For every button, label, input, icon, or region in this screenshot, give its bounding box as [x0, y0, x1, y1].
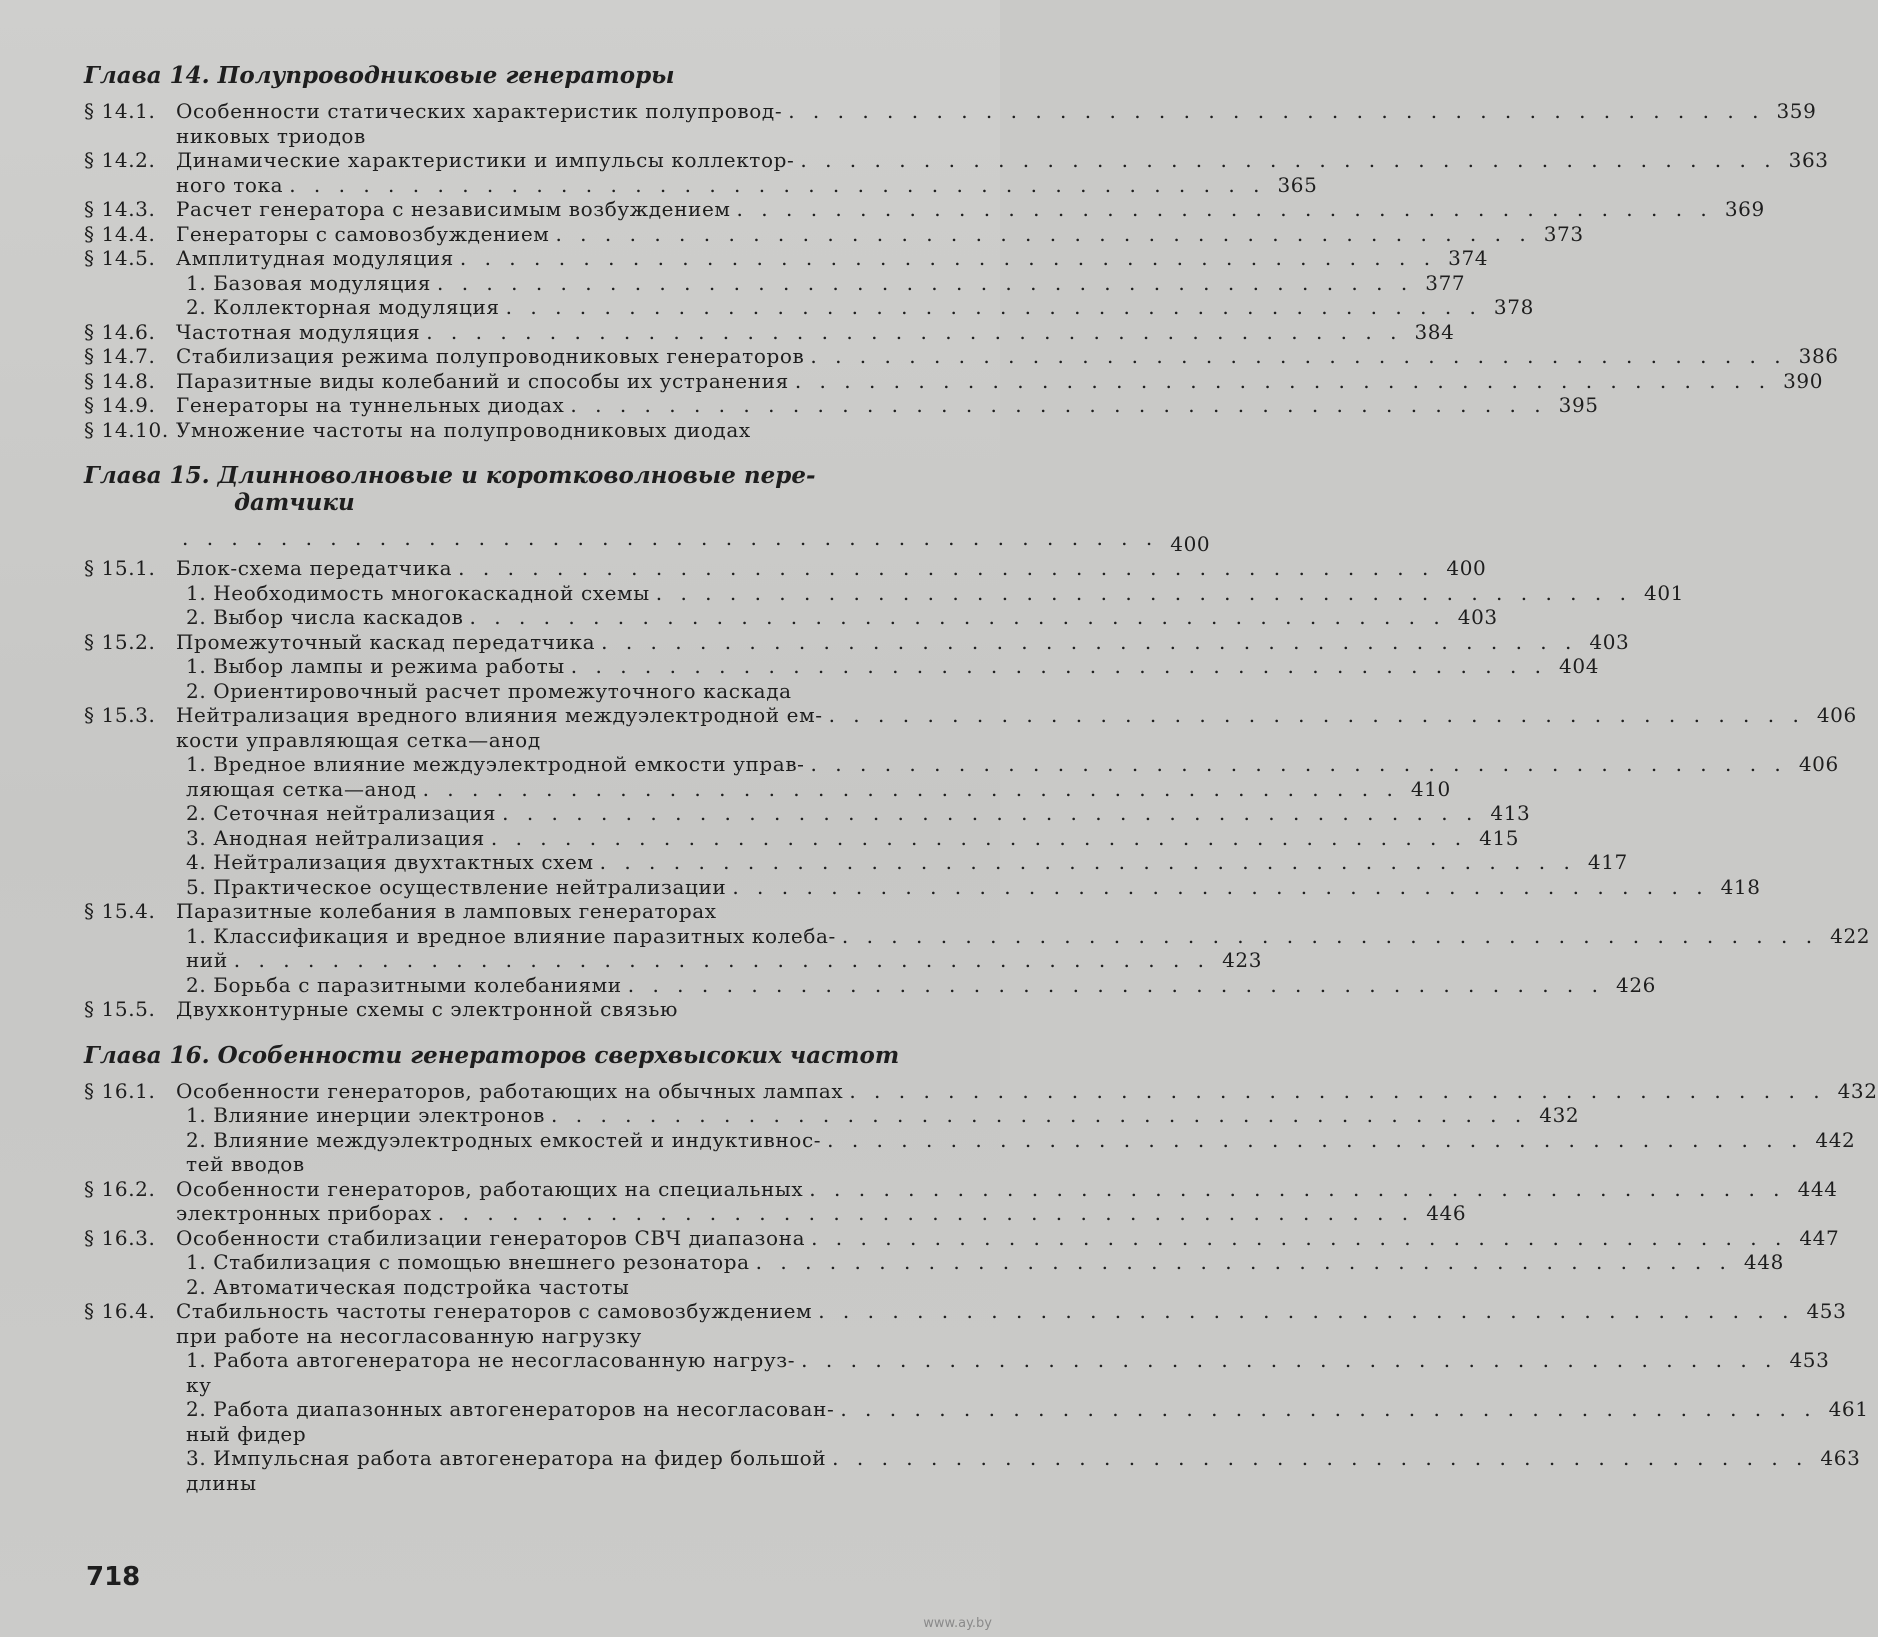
dot-leader: . . . . . . . . . . . . . . . . . . . . . . . . . . . . . . . . . . . . . . . .	[800, 148, 1777, 172]
toc-entry	[84, 923, 1871, 949]
section-number: § 15.4.	[84, 899, 156, 923]
entry-page-number: 374	[1448, 246, 1489, 270]
toc-entry	[84, 197, 1765, 222]
section-number: § 14.7.	[84, 344, 156, 368]
dot-leader	[792, 679, 872, 704]
entry-page-number: 448	[1743, 1250, 1784, 1274]
toc-entry	[84, 124, 924, 149]
entry-title: никовых триодов	[176, 123, 366, 148]
toc-entry	[84, 899, 924, 924]
toc-entry	[84, 1103, 1580, 1128]
dot-leader	[717, 899, 872, 924]
dot-leader	[257, 1471, 872, 1496]
chapter-15	[84, 462, 1871, 1022]
dot-leader: . . . . . . . . . . . . . . . . . . . . . . . . . . . . . . . . . . . . . . . .	[627, 972, 1604, 997]
entry-title: электронных приборах	[176, 1201, 432, 1225]
entry-page-number: 363	[1788, 148, 1829, 172]
entry-page-number: 413	[1490, 801, 1531, 825]
entry-title: ку	[186, 1372, 212, 1397]
toc-entry	[84, 874, 1761, 900]
section-number: § 15.2.	[84, 629, 156, 654]
dot-leader: . . . . . . . . . . . . . . . . . . . . . . . . . . . . . . . . . . . . . . . .	[755, 1250, 1732, 1274]
entry-page-number: 369	[1724, 197, 1765, 221]
dot-leader: . . . . . . . . . . . . . . . . . . . . . . . . . . . . . . . . . . . . . . . .	[551, 1103, 1528, 1127]
dot-leader: . . . . . . . . . . . . . . . . . . . . . . . . . . . . . . . . . . . . . . . .	[827, 1127, 1804, 1152]
dot-leader	[541, 728, 872, 753]
entry-title: Особенности генераторов, работающих на специальных	[176, 1176, 804, 1201]
entry-title: Нейтрализация вредного влияния междуэлектродной ем-	[176, 703, 823, 727]
entry-page-number: 406	[1798, 752, 1839, 776]
entry-title: Умножение частоты на полупроводниковых диодах	[176, 417, 751, 442]
entry-title: Паразитные колебания в ламповых генераторах	[176, 899, 717, 923]
entry-title: Паразитные виды колебаний и способы их устранения	[176, 368, 789, 393]
dot-leader: . . . . . . . . . . . . . . . . . . . . . . . . . . . . . . . . . . . . . . . .	[828, 703, 1805, 727]
toc-entry	[84, 776, 1451, 802]
toc-entry	[84, 418, 924, 443]
entry-title: Амплитудная модуляция	[176, 246, 454, 270]
toc-entry	[84, 850, 1628, 875]
entry-title: 3. Анодная нейтрализация	[186, 825, 485, 850]
entry-page-number: 415	[1479, 825, 1520, 850]
dot-leader: . . . . . . . . . . . . . . . . . . . . . . . . . . . . . . . . . . . . . . . .	[801, 1348, 1778, 1372]
entry-title: ный фидер	[186, 1421, 307, 1446]
dot-leader: . . . . . . . . . . . . . . . . . . . . . . . . . . . . . . . . . . . . . . . .	[437, 1201, 1415, 1225]
toc-entry	[84, 629, 1630, 655]
dot-leader: . . . . . . . . . . . . . . . . . . . . . . . . . . . . . . . . . . . . . . . .	[788, 99, 1765, 123]
entry-title: Промежуточный каскад передатчика	[176, 629, 596, 654]
dot-leader: . . . . . . . . . . . . . . . . . . . . . . . . . . . . . . . . . . . . . . . .	[426, 319, 1403, 344]
dot-leader: . . . . . . . . . . . . . . . . . . . . . . . . . . . . . . . . . . . . . . . .	[570, 654, 1548, 678]
dot-leader: . . . . . . . . . . . . . . . . . . . . . . . . . . . . . . . . . . . . . . . .	[810, 752, 1787, 776]
entry-title: длины	[186, 1470, 257, 1495]
toc-entry	[84, 1275, 924, 1300]
dot-leader: . . . . . . . . . . . . . . . . . . . . . . . . . . . . . . . . . . . . . . . .	[818, 1299, 1795, 1323]
toc-entry	[84, 703, 1857, 728]
entry-title: 1. Классификация и вредное влияние паразитных колеба-	[186, 923, 836, 948]
entry-page-number: 417	[1587, 850, 1628, 874]
toc-entry	[84, 1348, 1830, 1373]
entry-title: 2. Влияние междуэлектродных емкостей и индуктивнос-	[186, 1127, 822, 1152]
toc-entry	[84, 605, 1498, 630]
entry-title: Особенности статических характеристик полупровод-	[176, 99, 783, 123]
section-number: § 14.6.	[84, 319, 156, 344]
toc-entry	[84, 1373, 924, 1398]
chapter-title	[84, 462, 924, 516]
entry-page-number: 400	[1446, 556, 1487, 580]
toc-entry	[84, 368, 1824, 394]
dot-leader: . . . . . . . . . . . . . . . . . . . . . . . . . . . . . . . . . . . . . . . .	[849, 1078, 1826, 1103]
dot-leader: . . . . . . . . . . . . . . . . . . . . . . . . . . . . . . . . . . . . . . . .	[794, 368, 1772, 393]
toc-entry	[84, 1471, 924, 1496]
entry-title: Особенности стабилизации генераторов СВЧ диапазона	[176, 1225, 806, 1250]
toc-entry	[84, 1078, 1878, 1104]
dot-leader: . . . . . . . . . . . . . . . . . . . . . . . . . . . . . . . . . . . . . . . .	[811, 1225, 1788, 1250]
entry-title: 2. Автоматическая подстройка частоты	[186, 1274, 630, 1299]
dot-leader	[629, 1275, 872, 1300]
entry-page-number: 446	[1426, 1201, 1467, 1225]
section-number: § 16.1.	[84, 1078, 156, 1103]
section-number: § 14.9.	[84, 393, 156, 417]
dot-leader: . . . . . . . . . . . . . . . . . . . . . . . . . . . . . . . . . . . . . . . .	[832, 1446, 1809, 1470]
entry-title: 2. Борьба с паразитными колебаниями	[186, 972, 622, 997]
entry-title: 1. Вредное влияние междуэлектродной емкости управ-	[186, 752, 805, 776]
entry-title: 1. Влияние инерции электронов	[186, 1103, 546, 1127]
dot-leader: . . . . . . . . . . . . . . . . . . . . . . . . . . . . . . . . . . . . . . . .	[555, 221, 1532, 246]
entry-title: Расчет генератора с независимым возбуждением	[176, 197, 731, 221]
section-number: § 14.4.	[84, 221, 156, 246]
entry-page-number: 453	[1806, 1299, 1847, 1323]
section-number: § 16.3.	[84, 1225, 156, 1250]
toc-entry	[84, 1250, 1784, 1275]
toc-entry	[84, 172, 1318, 198]
entry-page-number: 463	[1820, 1446, 1861, 1470]
chapter-title	[84, 62, 924, 89]
section-number: § 14.8.	[84, 368, 156, 393]
entry-title: при работе на несогласованную нагрузку	[176, 1323, 642, 1348]
chapter-title-continuation: датчики	[234, 489, 355, 516]
entry-title: 1. Базовая модуляция	[186, 270, 431, 295]
entry-page-number: 444	[1797, 1176, 1838, 1201]
chapter-title-text: Глава 16. Особенности генераторов сверхвысоких частот	[84, 1041, 900, 1069]
dot-leader: . . . . . . . . . . . . . . . . . . . . . . . . . . . . . . . . . . . . . . . .	[809, 1176, 1786, 1201]
dot-leader: . . . . . . . . . . . . . . . . . . . . . . . . . . . . . . . . . . . . . . . .	[601, 629, 1578, 654]
page-number: 718	[86, 1562, 141, 1592]
toc-entry	[84, 1397, 1869, 1422]
toc-entry	[84, 1225, 1840, 1251]
entry-title: 1. Необходимость многокаскадной схемы	[186, 580, 650, 605]
dot-leader: . . . . . . . . . . . . . . . . . . . . . . . . . . . . . . . . . . . . . . . .	[810, 344, 1787, 368]
dot-leader: . . . . . . . . . . . . . . . . . . . . . . . . . . . . . . . . . . . . . . . .	[459, 246, 1437, 270]
toc-entry	[84, 825, 1520, 851]
entry-title: 2. Сеточная нейтрализация	[186, 801, 497, 825]
chapter-title-text: Глава 15. Длинноволновые и коротковолновые пере-	[84, 462, 816, 489]
entry-page-number: 404	[1559, 654, 1600, 678]
entry-title: ного тока	[176, 172, 284, 197]
section-number: § 16.2.	[84, 1176, 156, 1201]
dot-leader: . . . . . . . . . . . . . . . . . . . . . . . . . . . . . . . . . . . . . . . .	[840, 1397, 1817, 1421]
entry-title: Двухконтурные схемы с электронной связью	[176, 997, 679, 1021]
entry-page-number: 422	[1830, 923, 1871, 948]
toc-entry	[84, 1446, 1861, 1471]
entry-title: Стабильность частоты генераторов с самовозбуждением	[176, 1299, 813, 1323]
entry-title: 2. Ориентировочный расчет промежуточного каскада	[186, 678, 792, 703]
entry-title: Особенности генераторов, работающих на обычных лампах	[176, 1078, 844, 1103]
section-number: § 15.5.	[84, 997, 156, 1021]
watermark: www.ay.by	[923, 1616, 992, 1631]
dot-leader: . . . . . . . . . . . . . . . . . . . . . . . . . . . . . . . . . . . . . . . .	[599, 850, 1576, 874]
toc-entry	[84, 1201, 1467, 1226]
toc-entry	[84, 728, 924, 753]
toc-entry	[84, 1152, 924, 1177]
entry-title: кости управляющая сетка—анод	[176, 727, 541, 752]
toc-entry	[84, 221, 1584, 247]
entry-title: 1. Стабилизация с помощью внешнего резонатора	[186, 1250, 750, 1274]
dot-leader	[366, 124, 872, 149]
chapter-14	[84, 62, 1839, 442]
entry-page-number: 447	[1799, 1225, 1840, 1250]
entry-page-number: 377	[1425, 270, 1466, 295]
dot-leader: . . . . . . . . . . . . . . . . . . . . . . . . . . . . . . . . . . . . . . . .	[422, 776, 1399, 801]
section-number: § 14.2.	[84, 148, 156, 172]
entry-page-number: 461	[1828, 1397, 1869, 1421]
entry-page-number: 403	[1457, 605, 1498, 629]
toc-entry	[84, 972, 1656, 998]
toc-entry	[84, 556, 1487, 581]
dot-leader	[211, 1373, 872, 1398]
toc-entry	[84, 1127, 1856, 1153]
entry-title: ний	[186, 948, 228, 972]
toc-entry	[84, 526, 1211, 556]
entry-title: Стабилизация режима полупроводниковых генераторов	[176, 344, 805, 368]
entry-page-number: 373	[1543, 221, 1584, 246]
dot-leader: . . . . . . . . . . . . . . . . . . . . . . . . . . . . . . . . . . . . . . . .	[655, 580, 1632, 605]
section-number: § 14.5.	[84, 246, 156, 270]
dot-leader: . . . . . . . . . . . . . . . . . . . . . . . . . . . . . . . . . . . . . . . .	[289, 172, 1266, 197]
entry-page-number: 386	[1798, 344, 1839, 368]
section-number: § 14.1.	[84, 99, 156, 123]
chapter-title	[84, 1042, 924, 1069]
dot-leader: . . . . . . . . . . . . . . . . . . . . . . . . . . . . . . . . . . . . . . . .	[570, 393, 1547, 417]
dot-leader: . . . . . . . . . . . . . . . . . . . . . . . . . . . . . . . . . . . . . . . .	[469, 605, 1446, 629]
entry-page-number: 359	[1776, 99, 1817, 123]
dot-leader: . . . . . . . . . . . . . . . . . . . . . . . . . . . . . . . . . . . . . . . .	[458, 556, 1435, 580]
dot-leader	[678, 997, 872, 1022]
toc-entry	[84, 752, 1839, 777]
entry-title: Блок-схема передатчика	[176, 556, 453, 580]
toc-entry	[84, 295, 1534, 320]
dot-leader: . . . . . . . . . . . . . . . . . . . . . . . . . . . . . . . . . . . . . . . .	[182, 526, 1159, 550]
section-number: § 15.3.	[84, 703, 156, 727]
entry-page-number: 390	[1783, 368, 1824, 393]
dot-leader: . . . . . . . . . . . . . . . . . . . . . . . . . . . . . . . . . . . . . . . .	[233, 948, 1211, 972]
toc-entry	[84, 246, 1489, 271]
entry-title: 3. Импульсная работа автогенератора на фидер большой	[186, 1446, 827, 1470]
dot-leader: . . . . . . . . . . . . . . . . . . . . . . . . . . . . . . . . . . . . . . . .	[736, 197, 1713, 221]
entry-page-number: 418	[1720, 874, 1761, 899]
entry-page-number: 365	[1277, 172, 1318, 197]
toc-entry	[84, 270, 1466, 296]
entry-page-number: 432	[1837, 1078, 1878, 1103]
entry-page-number: 403	[1589, 629, 1630, 654]
section-number: § 15.1.	[84, 556, 156, 580]
entry-title: ляющая сетка—анод	[186, 776, 417, 801]
entry-page-number: 406	[1816, 703, 1857, 727]
entry-page-number: 400	[1170, 531, 1211, 556]
dot-leader	[751, 418, 872, 443]
toc-entry	[84, 997, 924, 1022]
dot-leader: . . . . . . . . . . . . . . . . . . . . . . . . . . . . . . . . . . . . . . . .	[841, 923, 1819, 948]
chapter-title-text: Глава 14. Полупроводниковые генераторы	[84, 62, 675, 89]
toc-entry	[84, 344, 1839, 369]
toc-entry	[84, 1422, 924, 1447]
toc-entry	[84, 1299, 1847, 1324]
entry-title: 2. Коллекторная модуляция	[186, 295, 500, 319]
toc-entry	[84, 948, 1263, 973]
toc-entry	[84, 99, 1817, 124]
entry-page-number: 410	[1410, 776, 1451, 801]
entry-title: Генераторы с самовозбуждением	[176, 221, 550, 246]
entry-page-number: 378	[1493, 295, 1534, 319]
entry-title: Генераторы на туннельных диодах	[176, 393, 565, 417]
entry-title: тей вводов	[186, 1152, 305, 1176]
entry-page-number: 401	[1644, 580, 1684, 605]
entry-page-number: 426	[1616, 972, 1656, 997]
entry-title: 1. Выбор лампы и режима работы	[186, 654, 565, 678]
entry-title: Динамические характеристики и импульсы коллектор-	[176, 148, 795, 172]
chapter-16	[84, 1041, 1878, 1496]
dot-leader: . . . . . . . . . . . . . . . . . . . . . . . . . . . . . . . . . . . . . . . .	[505, 295, 1482, 319]
toc-entry	[84, 1176, 1838, 1202]
entry-title: Частотная модуляция	[176, 319, 421, 344]
entry-page-number: 423	[1222, 948, 1263, 972]
toc-entry	[84, 801, 1531, 826]
entry-title: 1. Работа автогенератора не несогласованную нагруз-	[186, 1348, 796, 1372]
entry-page-number: 432	[1539, 1103, 1580, 1127]
entry-page-number: 384	[1414, 319, 1455, 344]
dot-leader: . . . . . . . . . . . . . . . . . . . . . . . . . . . . . . . . . . . . . . . .	[436, 270, 1414, 295]
table-of-contents	[84, 62, 1878, 1515]
entry-title: 4. Нейтрализация двухтактных схем	[186, 850, 594, 874]
dot-leader: . . . . . . . . . . . . . . . . . . . . . . . . . . . . . . . . . . . . . . . .	[490, 825, 1468, 850]
toc-entry	[84, 148, 1829, 173]
section-number: § 16.4.	[84, 1299, 156, 1323]
dot-leader: . . . . . . . . . . . . . . . . . . . . . . . . . . . . . . . . . . . . . . . .	[502, 801, 1479, 825]
toc-entry	[84, 679, 924, 704]
dot-leader	[642, 1324, 872, 1349]
section-number: § 14.10.	[84, 417, 169, 442]
entry-page-number: 453	[1789, 1348, 1830, 1372]
dot-leader	[305, 1152, 872, 1177]
toc-entry	[84, 1324, 924, 1349]
dot-leader	[306, 1422, 872, 1447]
entry-title: 2. Работа диапазонных автогенераторов на несогласован-	[186, 1397, 835, 1421]
entry-page-number: 442	[1815, 1127, 1856, 1152]
entry-title: 5. Практическое осуществление нейтрализации	[186, 874, 727, 899]
toc-entry	[84, 319, 1455, 345]
toc-entry	[84, 393, 1599, 418]
dot-leader: . . . . . . . . . . . . . . . . . . . . . . . . . . . . . . . . . . . . . . . .	[732, 874, 1709, 899]
toc-entry	[84, 654, 1600, 679]
toc-entry	[84, 580, 1684, 606]
section-number: § 14.3.	[84, 197, 156, 221]
entry-page-number: 395	[1558, 393, 1599, 417]
entry-title: 2. Выбор числа каскадов	[186, 605, 464, 629]
